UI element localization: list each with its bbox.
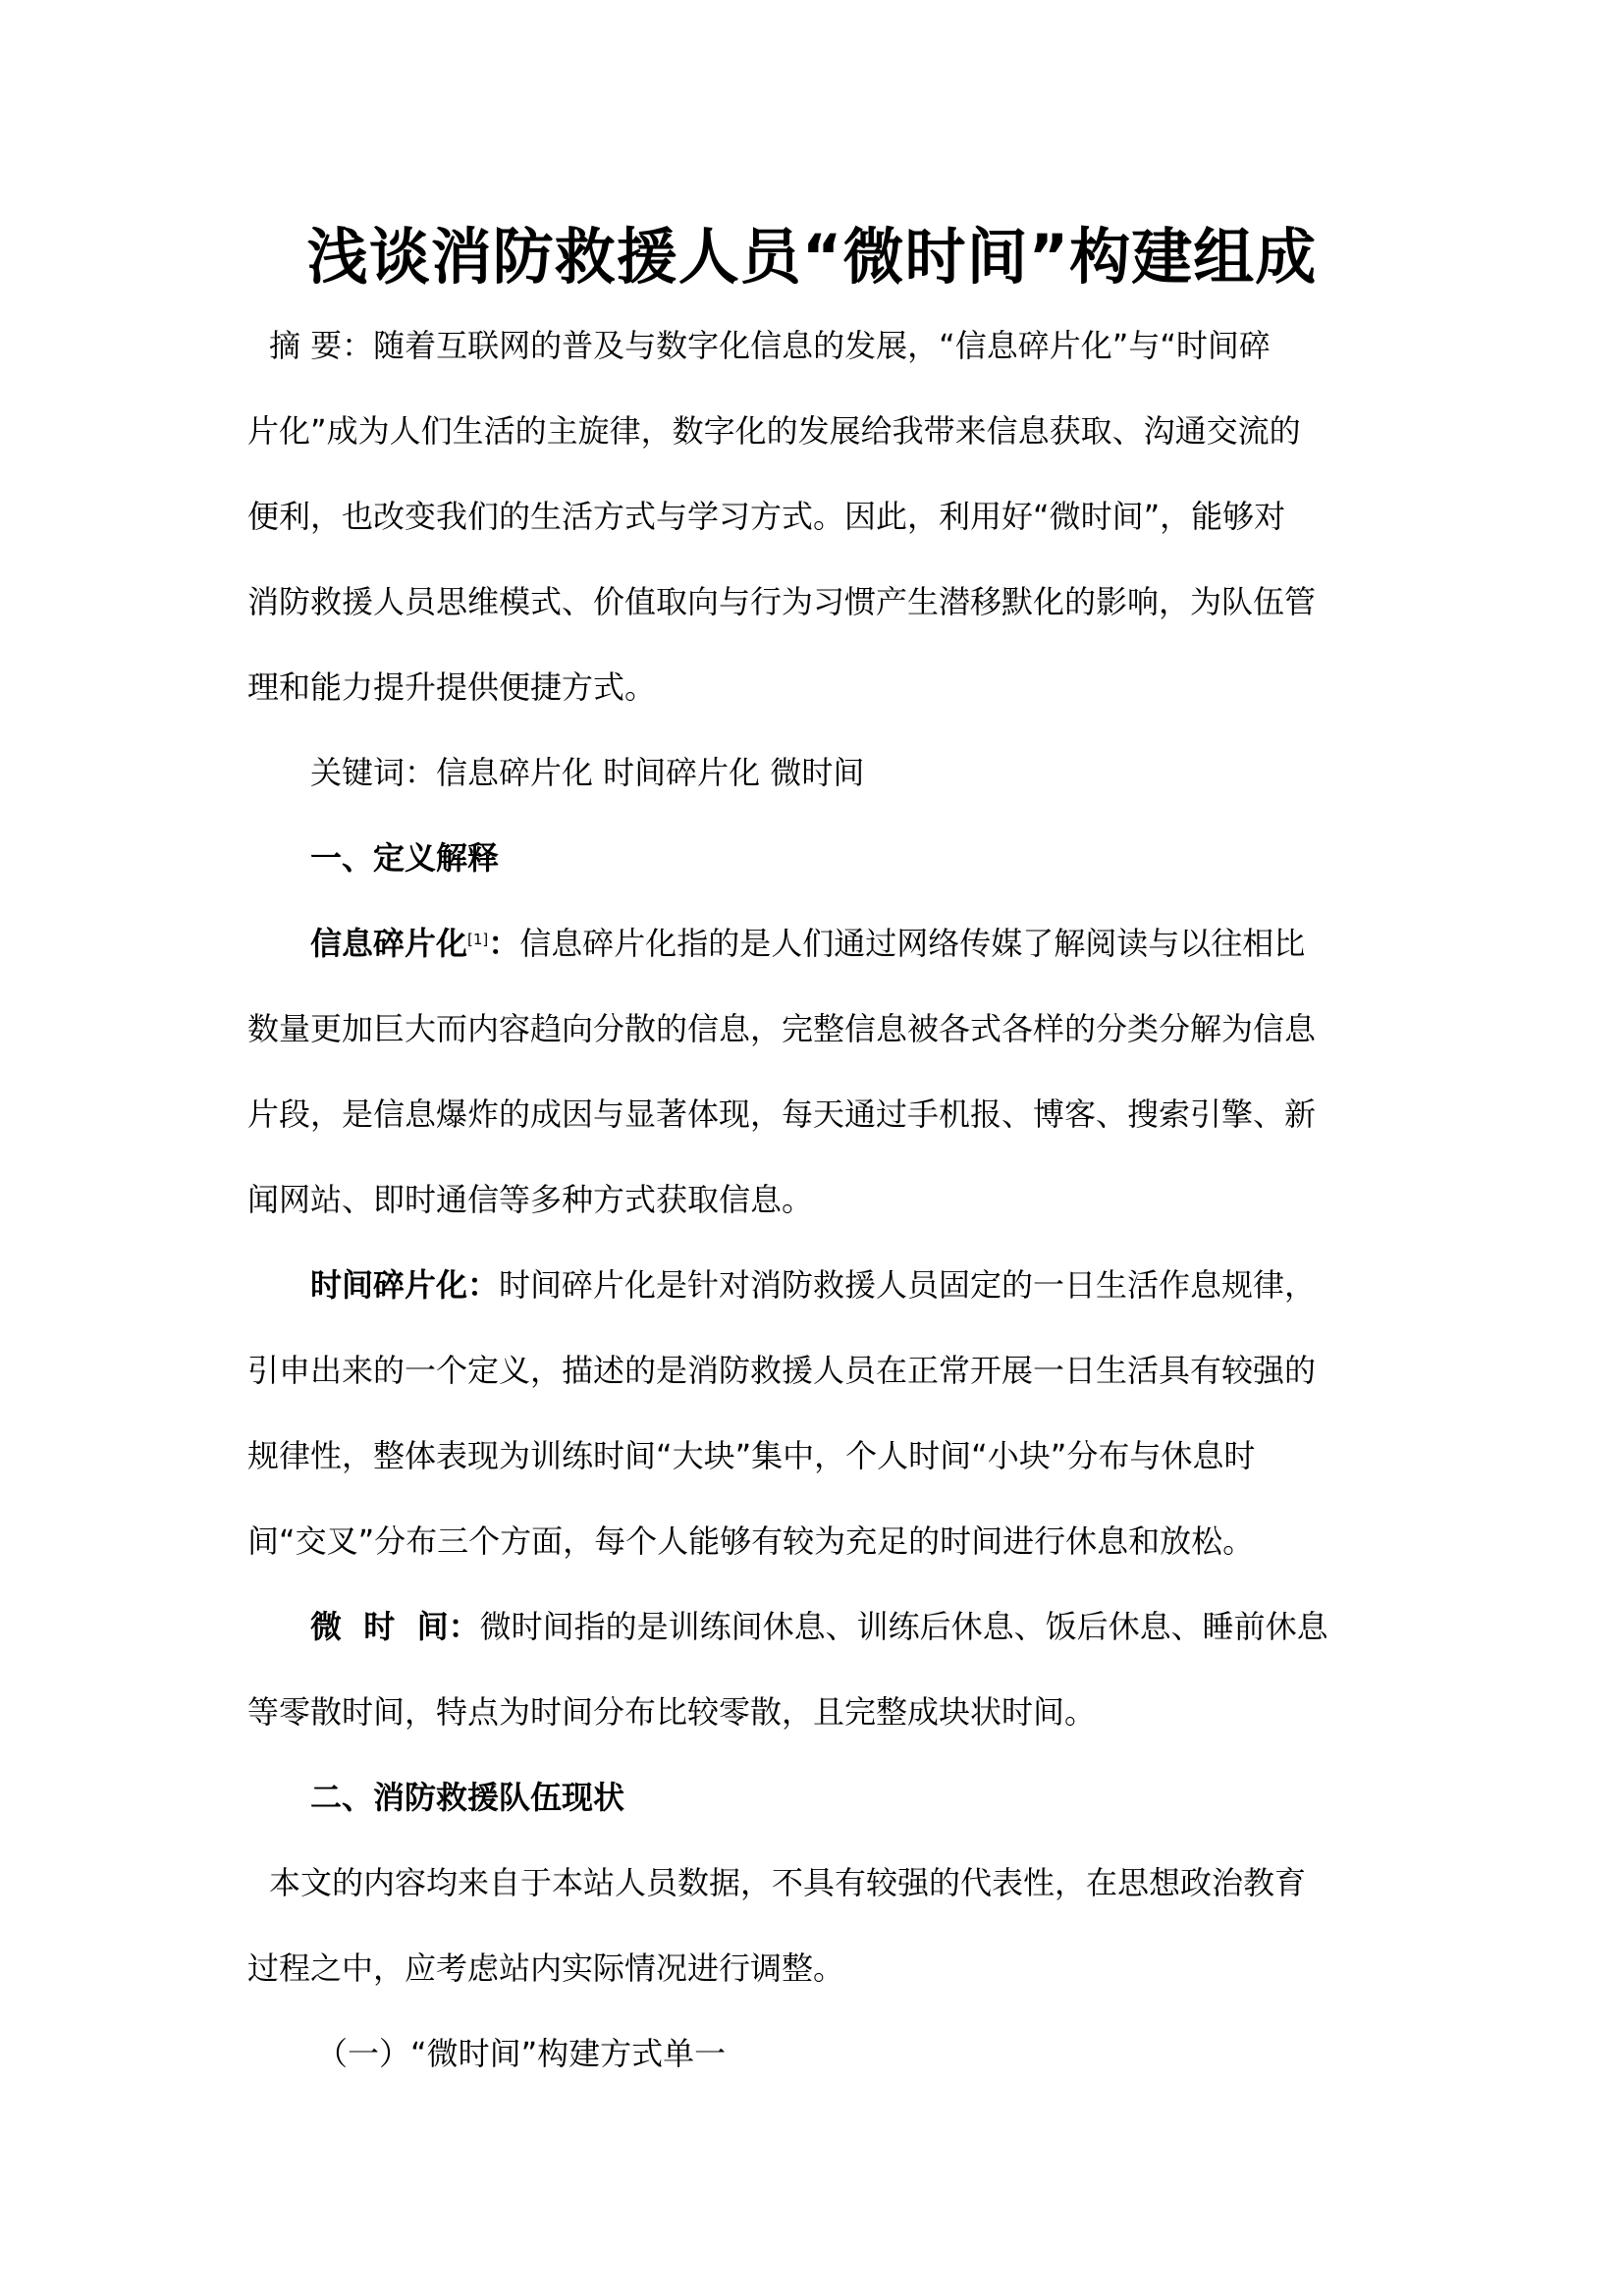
definition-line: 间“交叉”分布三个方面，每个人能够有较为充足的时间进行休息和放松。 <box>247 1522 1255 1560</box>
definition-first-line <box>310 1605 1328 1648</box>
document-title: 浅谈消防救援人员“微时间”构建组成 <box>306 221 1318 293</box>
body-line: 本文的内容均来自于本站人员数据，不具有较强的代表性，在思想政治教育 <box>269 1864 1307 1901</box>
definition-line: 引申出来的一个定义，描述的是消防救援人员在正常开展一日生活具有较强的 <box>247 1352 1317 1389</box>
definition-line: 等零散时间，特点为时间分布比较零散，且完整成块状时间。 <box>247 1693 1097 1731</box>
definition-term: 微 时 间： <box>310 1608 480 1645</box>
definition-line: 数量更加巨大而内容趋向分散的信息，完整信息被各式各样的分类分解为信息 <box>247 1010 1317 1047</box>
section-heading-2: 二、消防救援队伍现状 <box>310 1779 625 1816</box>
definition-line: 闻网站、即时通信等多种方式获取信息。 <box>247 1181 814 1218</box>
definition-text: 信息碎片化指的是人们通过网络传媒了解阅读与以往相比 <box>519 925 1306 962</box>
definition-colon: ： <box>488 925 520 962</box>
subsection-heading-1: （一）“微时间”构建方式单一 <box>316 2035 727 2072</box>
definition-line: 规律性，整体表现为训练时间“大块”集中，个人时间“小块”分布与休息时 <box>247 1437 1256 1474</box>
definition-first-line <box>310 922 1305 965</box>
abstract-line: 理和能力提升提供便捷方式。 <box>247 668 657 706</box>
abstract-line: 片化”成为人们生活的主旋律，数字化的发展给我带来信息获取、沟通交流的 <box>247 412 1301 450</box>
definition-first-line <box>310 1263 1316 1307</box>
citation-reference[interactable]: [1] <box>467 931 489 948</box>
abstract-line: 便利，也改变我们的生活方式与学习方式。因此，利用好“微时间”，能够对 <box>247 498 1286 535</box>
definition-term: 信息碎片化 <box>310 925 468 962</box>
definition-term: 时间碎片化： <box>310 1266 500 1304</box>
definition-text: 微时间指的是训练间休息、训练后休息、饭后休息、睡前休息 <box>479 1608 1328 1645</box>
section-heading-1: 一、定义解释 <box>310 839 500 877</box>
definition-line: 片段，是信息爆炸的成因与显著体现，每天通过手机报、博客、搜索引擎、新 <box>247 1095 1317 1133</box>
abstract-line: 消防救援人员思维模式、价值取向与行为习惯产生潜移默化的影响，为队伍管 <box>247 583 1317 620</box>
abstract-line: 摘 要：随着互联网的普及与数字化信息的发展，“信息碎片化”与“时间碎 <box>269 327 1271 364</box>
keywords: 关键词：信息碎片化 时间碎片化 微时间 <box>310 754 865 791</box>
definition-text: 时间碎片化是针对消防救援人员固定的一日生活作息规律， <box>499 1266 1317 1304</box>
body-line: 过程之中，应考虑站内实际情况进行调整。 <box>247 1949 845 1987</box>
